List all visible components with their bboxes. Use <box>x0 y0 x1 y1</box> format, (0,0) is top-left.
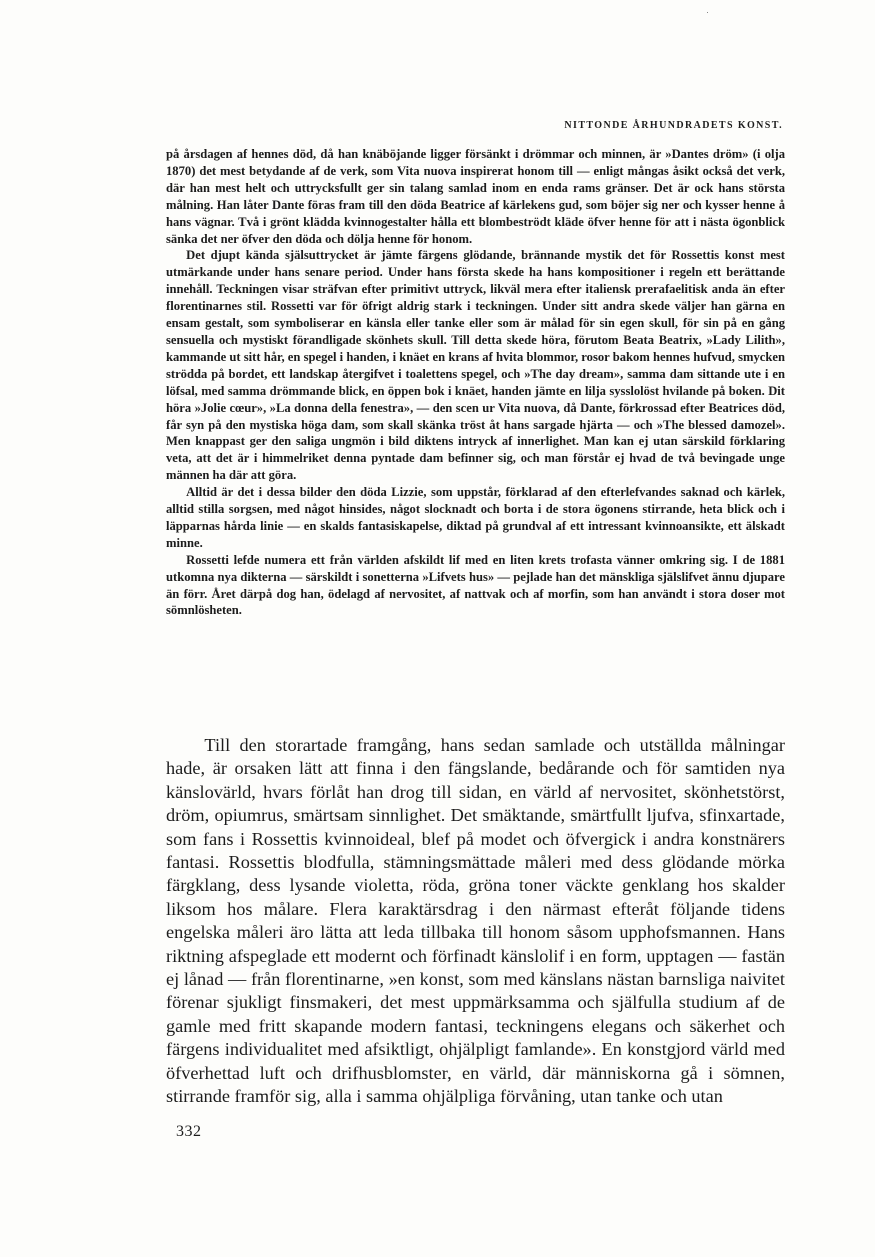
paragraph-lizzie: Alltid är det i dessa bilder den döda Lizzie, som uppstår, förklarad af den efterlefvandes saknad och kärlek, alltid stilla sorgsen, med något hinsides, något slocknadt och borta i de stora ögonens stirrande, heta blick och i läpparnas hårda linie — en skalds fantasiskapelse, diktad på grundval af ett intressant kvinnoansikte, ett älskadt minne. <box>166 485 785 550</box>
paragraph-framgang: Till den storartade framgång, hans sedan samlade och utställda målningar hade, är orsaken lätt att finna i den fängslande, bedårande och för samtiden nya känslovärld, hvars förlåt han drog till sidan, en värld af nervositet, skönhetstörst, dröm, opiumrus, smärtsam sinnlighet. Det smäktande, smärtfullt ljufva, sfinxartade, som fans i Rossettis kvinnoideal, blef på modet och öfvergick i andra konstnärers fantasi. Rossettis blodfulla, stämningsmättade måleri med dess glödande mörka färgklang, dess lysande violetta, röda, gröna toner väckte genklang hos skalder liksom hos målare. Flera karaktärsdrag i den närmast efteråt följande tidens engelska måleri äro lätta att leda tillbaka till honom såsom upphofsmannen. Hans riktning afspeglade ett modernt och förfinadt känslolif i en form, upptagen — fastän ej lånad — från florentinarne, »en konst, som med känslans nästan barnsliga naivitet förenar sjukligt finsmakeri, det mest uppmärksamma och själfulla studium af de gamle med fritt skapande modern fantasi, teckningens elegans och säkerhet och färgens individualitet med afsiktligt, ohjälpligt famlande». En konstgjord värld med öfverhettad luft och drifhusblomster, en värld, där människorna gå i sömnen, stirrande framför sig, alla i samma ohjälpliga förvåning, utan tanke och utan <box>166 735 785 1107</box>
small-print-section <box>166 146 785 619</box>
print-speck <box>707 12 708 13</box>
paragraph-sjalsuttrycket: Det djupt kända själsuttrycket är jämte färgens glödande, brännande mystik det för Rossettis konst mest utmärkande under hans senare period. Under hans första skede ha hans kompositioner i regeln ett berättande innehåll. Teckningen visar sträfvan efter primitivt uttryck, likväl mera efter italiensk prerafaelitisk anda än efter florentinarnes stil. Rossetti var för öfrigt aldrig stark i teckningen. Under sitt andra skede väljer han gärna en ensam gestalt, som symboliserar en känsla eller tanke eller som är målad för sin egen skull, för sin på en gång sensuella och mystiskt förandligade skönhets skull. Till detta skede höra, förutom Beata Beatrix, »Lady Lilith», kammande ut sitt hår, en spegel i handen, i knäet en krans af hvita blommor, rosor bakom hennes hufvud, smycken strödda på bordet, ett landskap återgifvet i toalettens spegel, och »The day dream», samma dam sittande ute i en löfsal, med samma drömmande blick, en öppen bok i knäet, handen jämte en lilja sysslolöst hvilande på boken. Dit höra »Jolie cœur», »La donna della fenestra», — den scen ur Vita nuova, då Dante, förkrossad efter Beatrices död, får syn på den mystiska höga dam, som skall skänka tröst åt hans sargade hjärta — och »The blessed damozel». Men knappast ger den saliga ungmön i bild diktens intryck af innerlighet. Man kan ej utan särskild förklaring veta, att det är i himmelriket denna pyntade dam befinner sig, och man förstår ej hvad de två bevingade unge männen ha där att göra. <box>166 248 785 483</box>
running-head: NITTONDE ÅRHUNDRADETS KONST. <box>564 120 783 131</box>
page-number: 332 <box>176 1123 202 1140</box>
paragraph-dantes-drom: på årsdagen af hennes död, då han knäböjande ligger försänkt i drömmar och minnen, är »Dantes dröm» (i olja 1870) det mest betydande af de verk, som Vita nuova inspirerat honom till — enligt mångas åsikt också det verk, där han mest helt och uttrycksfullt ger sin talang samlad inom en enda rams gränser. Det är ock hans största målning. Han låter Dante föras fram till den döda Beatrice af kärlekens gud, som böjer sig ner och kysser henne å hans vägnar. Två i grönt klädda kvinnogestalter hålla ett blombeströdt kläde öfver henne för att i nästa ögonblick sänka det ner öfver den döda och dölja henne för honom. <box>166 147 785 246</box>
main-print-section <box>166 734 785 1109</box>
paragraph-rossetti-later-life: Rossetti lefde numera ett från världen afskildt lif med en liten krets trofasta vänner omkring sig. I de 1881 utkomna nya dikterna — särskildt i sonetterna »Lifvets hus» — pejlade han det mänskliga själslifvet ännu djupare än förr. Året därpå dog han, ödelagd af nervositet, af nattvak och af morfin, som han användt i stora doser mot sömnlösheten. <box>166 552 785 618</box>
